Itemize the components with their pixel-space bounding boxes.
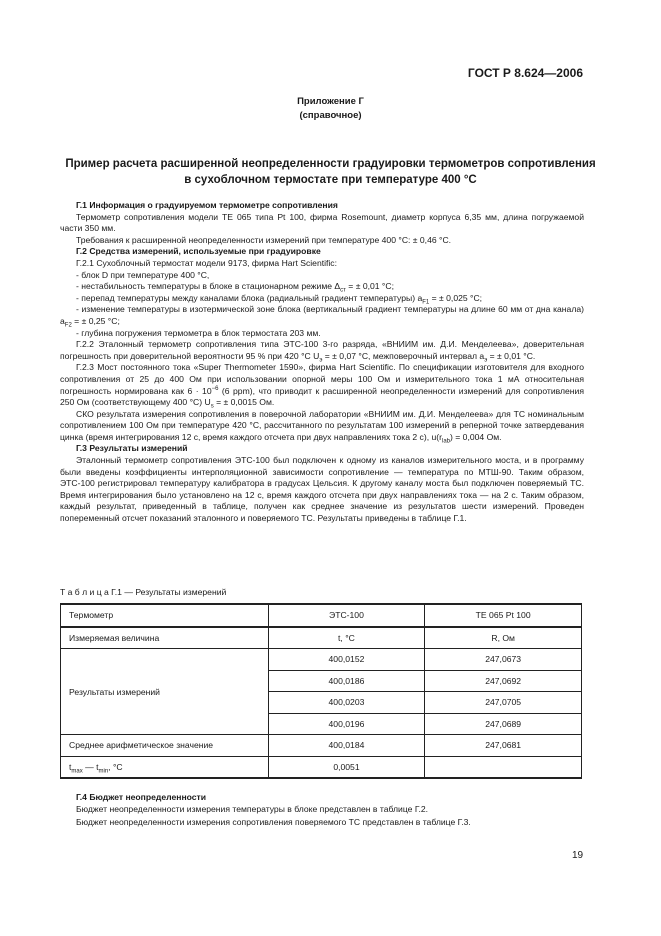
- title-line-2: в сухоблочном термостате при температуре 400 °С: [184, 174, 477, 186]
- table-row: [61, 649, 582, 671]
- table-row: [61, 627, 582, 649]
- table-cell: 400,0186: [268, 670, 425, 692]
- body-text: [60, 200, 584, 525]
- table-caption: Т а б л и ц а Г.1 — Результаты измерений: [60, 587, 227, 597]
- table-cell: 400,0196: [268, 713, 425, 735]
- table-cell: 247,0689: [425, 713, 582, 735]
- list-item: - блок D при температуре 400 °С,: [76, 269, 210, 280]
- table-cell: 400,0203: [268, 692, 425, 714]
- appendix-title: Приложение Г: [297, 96, 364, 107]
- paragraph: Г.2.1 Сухоблочный термостат модели 9173, фирма Hart Scientific:: [76, 257, 337, 268]
- paragraph: Бюджет неопределенности измерения сопротивления поверяемого ТС представлен в таблице Г.3.: [76, 816, 471, 827]
- budget-section: [60, 791, 584, 828]
- appendix-heading: [0, 95, 661, 123]
- results-table: [60, 603, 582, 779]
- table-cell: 247,0673: [425, 649, 582, 671]
- table-row: [61, 756, 582, 778]
- list-item: - глубина погружения термометра в блок термостата 203 мм.: [76, 327, 321, 338]
- table-cell: R, Ом: [425, 627, 582, 649]
- paragraph: Термометр сопротивления модели TE 065 типа Pt 100, фирма Rosemount, диаметр корпуса 6,35 мм, длина погружаемой части 350 мм.: [60, 211, 584, 234]
- table-header-cell: Термометр: [61, 604, 269, 627]
- document-title: [0, 156, 661, 188]
- list-item: - перепад температуры между каналами блока (радиальный градиент температуры) $a_{F1}$ = ± 0,025 °С;: [76, 292, 483, 306]
- table-cell: 247,0705: [425, 692, 582, 714]
- standard-number: ГОСТ Р 8.624—2006: [467, 66, 583, 80]
- table-cell: 247,0681: [425, 735, 582, 757]
- paragraph: Требования к расширенной неопределенности измерений при температуре 400 °С: ± 0,46 °С.: [76, 234, 452, 245]
- table-header-row: [61, 604, 582, 627]
- paragraph: Г.2.3 Мост постоянного тока «Super Thermometer 1590», фирма Hart Scientific. По спецификации изготовителя для входного сопротивления от 25 до 400 Ом при использовании опорной меры 100 Ом и измерительного тока 1 мА относительная погрешность нормирована как $6 \cdot 10^{-6}$ (6 ppm), что приводит к расширенной неопределенности измерений для сопротивления 250 Ом (соответствующему 400 °С) $U_s$ = ± 0,0015 Ом.: [60, 362, 585, 410]
- section-g2-heading: Г.2 Средства измерений, используемые при градуировке: [76, 246, 321, 257]
- paragraph: Г.2.2 Эталонный термометр сопротивления типа ЭТС-100 3-го разряда, «ВНИИМ им. Д.И. Менделеева», доверительная погрешность при доверительной вероятности 95 % при 420 °С $U_э$ = ± 0,07 °С, межповерочный интервал $a_э$ = ± 0,01 °С.: [60, 339, 584, 364]
- table-cell: t, °С: [268, 627, 425, 649]
- page-number: 19: [572, 850, 584, 861]
- table-cell: 400,0184: [268, 735, 425, 757]
- table-cell: $t_{max}$ — $t_{min}$, °С: [61, 756, 269, 778]
- paragraph: Эталонный термометр сопротивления ЭТС-100 был подключен к одному из каналов измерительного моста, и в программу были введены коэффициенты интерполяционной зависимости сопротивление — температура по МТШ-90. Таким образом, ЭТС-100 регистрировал температуру калибратора в градусах Цельсия. К другому каналу моста был подключен поверяемый ТС. Время интегрирования было установлено на 12 с, время каждого отсчета при двух направлениях тока — на 2 с. Таким образом, каждый результат, приведенный в таблице, получен как среднее значение из результатов шести измерений. Проведен попеременный отсчет показаний эталонного и поверяемого ТС. Результаты приведены в таблице Г.1.: [60, 455, 584, 524]
- list-item: - нестабильность температуры в блоке в стационарном режиме $\Delta_{ст}$ = ± 0,01 °С;: [76, 281, 394, 294]
- table-cell: Среднее арифметическое значение: [61, 735, 269, 757]
- table-header-cell: ЭТС-100: [268, 604, 425, 627]
- table-row: [61, 735, 582, 757]
- paragraph: СКО результата измерения сопротивления в поверочной лаборатории «ВНИИМ им. Д.И. Менделеева» для ТС номинальным сопротивлением 100 Ом при температуре 420 °С, рассчитанного по результатам 100 измерений в реперной точке затвердевания цинка (время интегрирования 12 с, время каждого отсчета при двух направлениях тока 2 с), $u(r_{lab}) = 0,004$ Ом.: [60, 408, 584, 445]
- table-cell: Результаты измерений: [61, 649, 269, 735]
- table-cell: 0,0051: [268, 756, 425, 778]
- table-cell: Измеряемая величина: [61, 627, 269, 649]
- section-g3-heading: Г.3 Результаты измерений: [76, 443, 188, 454]
- paragraph: Бюджет неопределенности измерения температуры в блоке представлен в таблице Г.2.: [76, 804, 429, 815]
- list-item: - изменение температуры в изотермической зоне блока (вертикальный градиент температуры на длине 60 мм от дна канала) $a_{F2}$ = ± 0,25 °С;: [60, 304, 584, 329]
- table-cell: 247,0692: [425, 670, 582, 692]
- section-g1-heading: Г.1 Информация о градуируемом термометре сопротивления: [76, 200, 338, 210]
- appendix-note: (справочное): [299, 110, 362, 121]
- table-cell: [425, 756, 582, 778]
- table-header-cell: TE 065 Pt 100: [425, 604, 582, 627]
- table-cell: 400,0152: [268, 649, 425, 671]
- section-g4-heading: Г.4 Бюджет неопределенности: [76, 792, 207, 802]
- title-line-1: Пример расчета расширенной неопределенности градуировки термометров сопротивления: [65, 158, 596, 170]
